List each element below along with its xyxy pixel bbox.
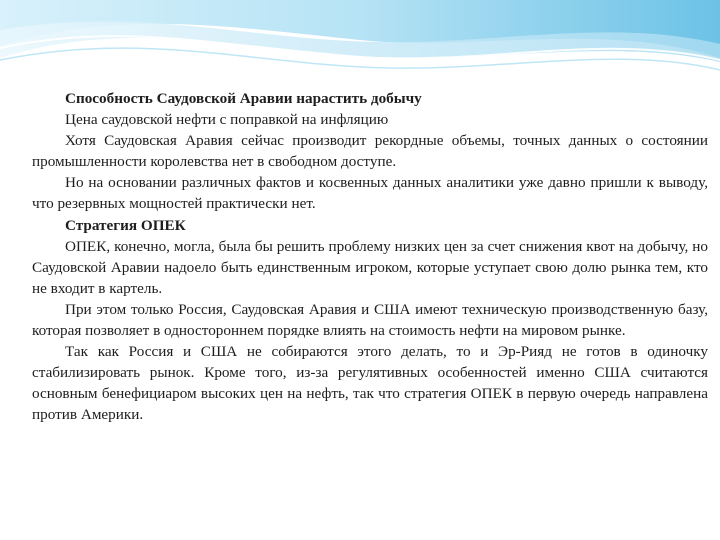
header-wave-decoration (0, 0, 720, 90)
paragraph-production-base: При этом только Россия, Саудовская Аравия и США имеют техническую производственную базу, которая позволяет в одностороннем порядке влиять на стоимость нефти на мировом рынке. (32, 300, 708, 340)
heading-saudi-capacity: Способность Саудовской Аравии нарастить добычу (65, 90, 422, 107)
heading-opec-strategy: Стратегия ОПЕК (65, 216, 186, 234)
paragraph-against-america: Так как Россия и США не собираются этого делать, то и Эр-Рияд не готов в одиночку стабилизировать рынок. Кроме того, из-за регулятивных особенностей именно США считаются основным бенефициаром высоких цен на нефть, так что стратегия ОПЕК в первую очередь направлена против Америки. (32, 343, 708, 424)
caption-saudi-oil-price: Цена саудовской нефти с поправкой на инфляцию (65, 111, 389, 129)
paragraph-record-volumes: Хотя Саудовская Аравия сейчас производит рекордные объемы, точных данных о состоянии промышленности королевства нет в свободном доступе. (32, 132, 708, 171)
paragraph-opec-quotas: ОПЕК, конечно, могла, была бы решить проблему низких цен за счет снижения квот на добычу, но Саудовской Аравии надоело быть единственным игроком, которые уступает свою долю рынка тем, кто не входит в картель. (32, 237, 708, 297)
slide-body (32, 88, 708, 426)
paragraph-no-reserve-capacity: Но на основании различных фактов и косвенных данных аналитики уже давно пришли к выводу, что резервных мощностей практически нет. (32, 174, 708, 213)
